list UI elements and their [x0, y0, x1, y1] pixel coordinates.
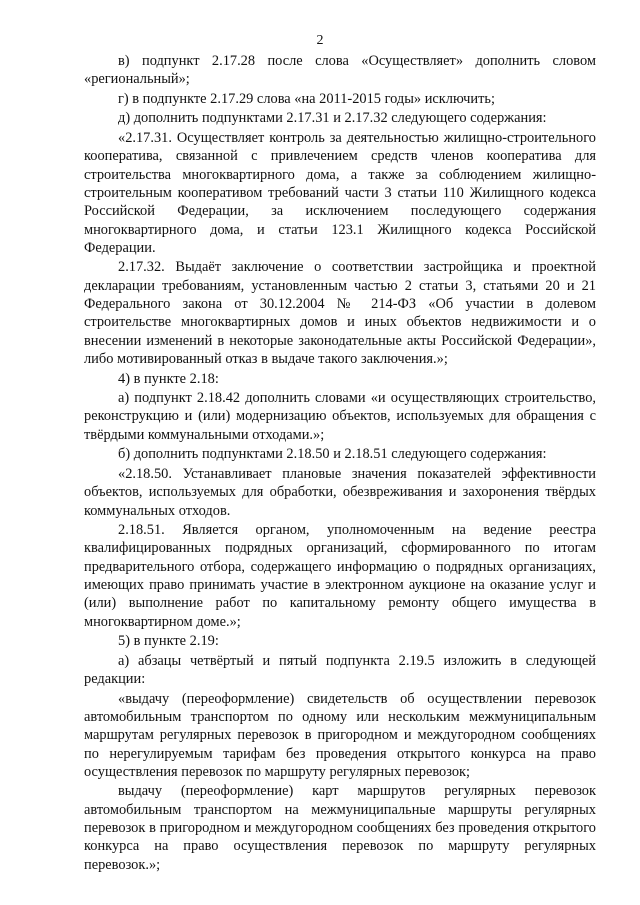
page-number: 2 [316, 33, 324, 48]
paragraph-quote-certificates: «выдачу (переоформление) свидетельств об осуществлении перевозок автомобильным транспортом по одному или нескольким межмуниципальным маршрутам регулярных перевозок в пригородном и междугородном сообщениях по нерегулируемым тарифам без проведения открытого конкурса на право осуществления перевозок по маршруту регулярных перевозок; [84, 690, 596, 780]
paragraph-item-4: 4) в пункте 2.18: [118, 370, 219, 387]
paragraph-add-2-18-50-51: б) дополнить подпунктами 2.18.50 и 2.18.51 следующего содержания: [118, 446, 547, 463]
paragraph-2-18-51: 2.18.51. Является органом, уполномоченным на ведение реестра квалифицированных подрядных организаций, сформированного по итогам предварительного отбора, содержащего информацию о подрядных организациях, имеющих право принимать участие в электронном аукционе на оказание услуг и (или) выполнение работ по капитальному ремонту общего имущества в многоквартирном доме.»; [84, 522, 596, 630]
paragraph-add-2-17-31-32: д) дополнить подпунктами 2.17.31 и 2.17.32 следующего содержания: [118, 110, 547, 127]
paragraph-item-5: 5) в пункте 2.19: [118, 633, 219, 650]
paragraph-amend-2-19-5: а) абзацы четвёртый и пятый подпункта 2.19.5 изложить в следующей редакции: [84, 652, 596, 688]
document-body [84, 52, 596, 874]
paragraph-amend-2-18-42: а) подпункт 2.18.42 дополнить словами «и осуществляющих строительство, реконструкцию и (или) модернизацию объектов, используемых для обращения с твёрдыми коммунальными отходами.»; [84, 390, 596, 443]
paragraph-amend-2-17-29: г) в подпункте 2.17.29 слова «на 2011-2015 годы» исключить; [118, 90, 495, 107]
paragraph-quote-route-cards: выдачу (переоформление) карт маршрутов регулярных перевозок автомобильным транспортом на межмуниципальные маршруты регулярных перевозок в пригородном и междугородном сообщениях без проведения открытого конкурса на право осуществления перевозок по маршруту регулярных перевозок.»; [84, 783, 596, 873]
paragraph-2-17-31: «2.17.31. Осуществляет контроль за деятельностью жилищно-строительного кооператива, связанной с привлечением средств членов кооператива для строительства многоквартирного дома, а также за соблюдением жилищно-строительным кооперативом требований части 3 статьи 110 Жилищного кодекса Российской Федерации, за исключением последующего содержания многоквартирного дома, и статьи 123.1 Жилищного кодекса Российской Федерации. [84, 130, 596, 256]
paragraph-amend-2-17-28: в) подпункт 2.17.28 после слова «Осуществляет» дополнить словом «региональный»; [84, 53, 596, 88]
paragraph-2-18-50: «2.18.50. Устанавливает плановые значения показателей эффективности объектов, используемых для обработки, обезвреживания и захоронения твёрдых коммунальных отходов. [84, 465, 596, 519]
paragraph-2-17-32: 2.17.32. Выдаёт заключение о соответствии застройщика и проектной декларации требованиям, установленным частью 2 статьи 3, статьями 20 и 21 Федерального закона от 30.12.2004 № 214-ФЗ «Об участии в долевом строительстве многоквартирных домов и иных объектов недвижимости и о внесении изменений в некоторые законодательные акты Российской Федерации», либо мотивированный отказ в выдаче такого заключения.»; [84, 259, 596, 367]
